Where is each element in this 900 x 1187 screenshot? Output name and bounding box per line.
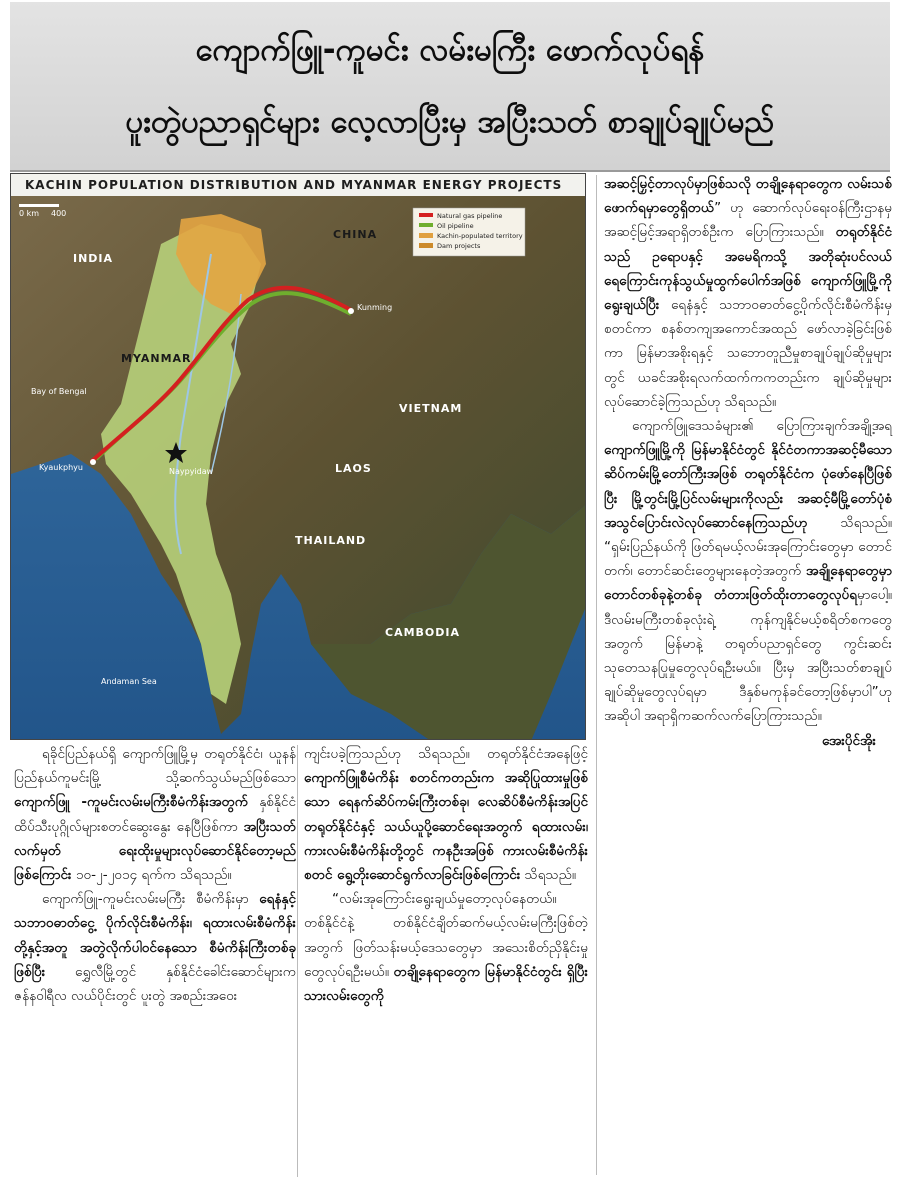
headline [10,2,890,172]
map-graphic [11,174,586,740]
col2-text-b: သိရသည်။ [524,867,576,884]
col2-bold-a: ကျောက်ဖြူစီမံကိန်း စတင်ကတည်းက အဆိုပြုထားမှုဖြစ်သော ရေနက်ဆိပ်ကမ်းကြီးတစ်ခု၊ လေဆိပ်စီမံကိန်းအပြင် တရုတ်နိုင်ငံနှင့် သယ်ယူပို့ဆောင်ရေးအတွက် ရထားလမ်း၊ ကားလမ်းစီမံကိန်းတို့တွင် ကနဦးအဖြစ် ကားလမ်းစီမံကိန်းစတင် ရွေ့တိုးဆောင်ရွက်လာခြင်းဖြစ်ကြောင်း [304,770,588,884]
col3-text-e: မှာပေါ့။ ဒီလမ်းမကြီးတစ်ခုလုံးရဲ့ ကုန်ကျနိုင်မယ့်စရိတ်စကတွေအတွက် မြန်မာနဲ့ တရုတ်ပညာရှင်တွေ ကွင်းဆင်းသုတေသနပြုမှုတွေလုပ်ရဦးမယ်။ ပြီးမှ အပြီးသတ်စာချုပ်ချုပ်ဆိုမှုတွေလုပ်ရမှာ ဒီနှစ်မကုန်ခင်တော့ဖြစ်မှာပါ”ဟု အဆိုပါ အရာရှိကဆက်လက်ပြောကြားသည်။ [604,587,892,725]
col3-bold-a: အဆင့်မြှင့်တာလုပ်မှာဖြစ်သလို တချို့နေရာတွေက လမ်းသစ်ဖောက်ရမှာတွေရှိတယ် [604,176,892,217]
legend-kachin-territory: Kachin-populated territory [437,232,523,240]
legend-dam-projects: Dam projects [437,242,481,250]
col1-bold-a: ကျောက်ဖြူ -ကူမင်းလမ်းမကြီးစီမံကိန်းအတွက် [14,794,248,811]
kunming-marker [348,308,354,314]
kyaukphyu-marker [90,459,96,465]
col3-bold-c: ကျောက်ဖြူမြို့ကို မြန်မာနိုင်ငံတွင် နိုင်ငံတကာအဆင့်မီသော ဆိပ်ကမ်းမြို့တော်ကြီးအဖြစ် တရုတ်နိုင်ငံက ပုံဖော်နေပြီဖြစ်ပြီး မြို့တွင်းမြို့ပြင်လမ်းများကိုလည်း အဆင့်မီမြို့တော်ပုံစံအသွင်ပြောင်းလဲလုပ်ဆောင်နေကြသည်ဟု [604,442,892,531]
col3-text-a: ” ဟု ဆောက်လုပ်ရေးဝန်ကြီးဌာနမှ အဆင့်မြင့်အရာရှိတစ်ဦးက ပြောကြားသည်။ [604,200,892,241]
col2-paragraph-2 [304,887,588,1008]
label-kyaukphyu: Kyaukphyu [39,463,83,472]
label-thailand: THAILAND [295,534,367,547]
map-title: KACHIN POPULATION DISTRIBUTION AND MYANMAR ENERGY PROJECTS [25,178,563,192]
col3-text-d: သိရသည်။ “ရှမ်းပြည်နယ်ကို ဖြတ်ရမယ့်လမ်းအုကြောင်းတွေမှာ တောင်တက်၊ တောင်ဆင်းတွေများနေတဲ့အတွက် [604,514,892,580]
col2-text-a: ကျင်းပခဲ့ကြသည်ဟု သိရသည်။ တရုတ်နိုင်ငံအနေဖြင့် [304,746,588,762]
label-cambodia: CAMBODIA [385,626,461,639]
headline-line-2: ပူးတွဲပညာရှင်များ လေ့လာပြီးမှ အပြီးသတ် စာချုပ်ချုပ်မည် [125,104,775,140]
label-naypyidaw: Naypyidaw [169,467,214,476]
scale-end: 400 [51,209,67,218]
col3-bold-b: တရုတ်နိုင်ငံသည် ဥရောပနှင့် အမေရိကသို့ အတိုဆုံးပင်လယ်ရေကြောင်းကုန်သွယ်မှုထွက်ပေါက်အဖြစ် ကျောက်ဖြူမြို့ကို ရွေးချယ်ပြီး [604,224,892,314]
col3-paragraph-2 [604,414,892,729]
col1-text-b: နှစ်နိုင်ငံ ထိပ်သီးပုဂ္ဂိုလ်များစတင်ဆွေးနွေး နေပြီဖြစ်ကာ [14,794,296,835]
label-vietnam: VIETNAM [399,402,463,415]
col3-text-b: ရေနံနှင့် သဘာဝဓာတ်ငွေ့ပိုက်လိုင်းစီမံကိန်းမှ စတင်ကာ စနစ်တကျအကောင်အထည် ဖော်လာခဲ့ခြင်းဖြစ်ကာ မြန်မာအစိုးရနှင့် သဘောတူညီမှုစာချုပ်ချုပ်ဆိုမှုများတွင် ယခင်အစိုးရလက်ထက်ကကတည်းက ချုပ်ဆိုမှုများလုပ်ဆောင်ခဲ့ကြသည်ဟု သိရသည်။ [604,297,892,410]
label-china: CHINA [333,228,378,241]
label-kunming: Kunming [357,303,393,312]
article-column-1 [14,742,296,1008]
byline: အေးပိုင်အိုး [821,732,876,749]
label-india: INDIA [73,252,114,265]
label-bay-of-bengal: Bay of Bengal [31,387,87,396]
legend-gas-pipeline: Natural gas pipeline [437,212,503,220]
col1-bold-c: ရေနံနှင့် သဘာဝဓာတ်ငွေ့ ပိုက်လိုင်းစီမံကိန်း၊ ရထားလမ်းစီမံကိန်းတို့နှင့်အတူ အတွဲလိုက်ပါဝင်နေသော စီမံကိန်းကြီးတစ်ခုဖြစ်ပြီး [14,891,296,980]
col1-text-e: ရွှေလီမြို့တွင် နှစ်နိုင်ငံခေါင်းဆောင်များက ဇန်နဝါရီလ လယ်ပိုင်းတွင် ပူးတွဲ အစည်းအဝေး [14,963,297,1005]
col3-bold-d: အချို့နေရာတွေမှာ တောင်တစ်ခုနဲ့တစ်ခု တံတားဖြတ်ထိုးတာတွေလုပ်ရ [604,563,892,604]
col2-bold-b: တချို့နေရာတွေက မြန်မာနိုင်ငံတွင်း ရှိပြီးသားလမ်းတွေကို [304,963,588,1005]
col3-paragraph-1 [604,172,892,414]
scale-start: 0 km [19,209,40,218]
label-laos: LAOS [335,462,372,475]
label-andaman-sea: Andaman Sea [101,677,157,686]
legend-oil-pipeline: Oil pipeline [437,222,474,230]
col1-paragraph-1 [14,742,296,887]
energy-projects-map [10,173,586,740]
col2-paragraph-1 [304,742,588,887]
article-column-3 [604,172,892,753]
column-divider-2 [596,175,597,1175]
col3-text-c: ကျောက်ဖြူဒေသခံများ၏ ပြောကြားချက်အချို့အရ [632,418,892,435]
col1-text-c: ၁၀-၂-၂၀၁၄ ရက်က သိရသည်။ [75,867,232,884]
col1-text-a: ရခိုင်ပြည်နယ်ရှိ ကျောက်ဖြူမြို့မှ တရုတ်နိုင်ငံ၊ ယူနန်ပြည်နယ်ကူမင်းမြို့ သို့ဆက်သွယ်မည်ဖြစ်သော [14,746,296,787]
column-divider-1 [297,745,298,1177]
article-column-2 [304,742,588,1008]
col1-text-d: ကျောက်ဖြူ-ကူမင်းလမ်းမကြီး စီမံကိန်းမှာ [42,891,249,908]
headline-line-1: ကျောက်ဖြူ-ကူမင်း လမ်းမကြီး ဖောက်လုပ်ရန် [195,32,705,68]
col1-bold-b: အပြီးသတ်လက်မှတ် ရေးထိုးမှုများလုပ်ဆောင်နိုင်တော့မည်ဖြစ်ကြောင်း [14,818,297,884]
col2-text-c: “လမ်းအုကြောင်းရွေးချယ်မှုတော့လုပ်နေတယ်။ တစ်နိုင်ငံနဲ့ တစ်နိုင်ငံချိတ်ဆက်မယ့်လမ်းမကြီးဖြစ်တဲ့အတွက် ဖြတ်သန်းမယ့်ဒေသတွေမှာ အသေးစိတ်ညှိနိုင်းမှုတွေလုပ်ရဦးမယ်။ [304,891,588,980]
label-myanmar: MYANMAR [121,352,192,365]
col1-paragraph-2 [14,887,296,1008]
